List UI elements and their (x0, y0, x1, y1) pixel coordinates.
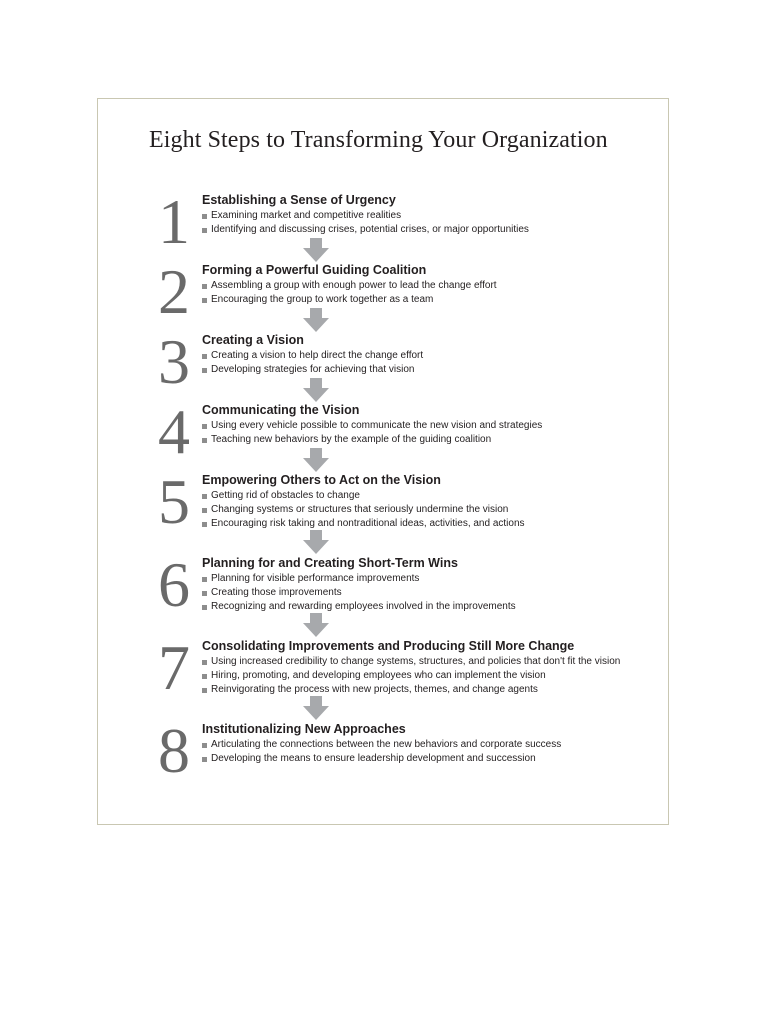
bullet-square-icon (202, 743, 207, 748)
document-frame (97, 98, 669, 825)
bullet-square-icon (202, 284, 207, 289)
bullet-square-icon (202, 674, 207, 679)
step-number: 7 (158, 632, 190, 703)
bullet-square-icon (202, 298, 207, 303)
bullet-square-icon (202, 438, 207, 443)
down-arrow-icon (303, 696, 329, 720)
bullet-text: Reinvigorating the process with new projects, themes, and change agents (211, 684, 538, 695)
bullet-text: Using increased credibility to change systems, structures, and policies that don't fit the vision (211, 656, 621, 667)
bullet-square-icon (202, 757, 207, 762)
bullet-square-icon (202, 368, 207, 373)
down-arrow-icon (303, 308, 329, 332)
bullet-item (202, 738, 561, 752)
step-number: 5 (158, 466, 190, 537)
step-bullets (202, 572, 516, 614)
bullet-text: Planning for visible performance improvements (211, 573, 420, 584)
bullet-square-icon (202, 494, 207, 499)
bullet-text: Articulating the connections between the new behaviors and corporate success (211, 739, 562, 750)
bullet-text: Identifying and discussing crises, potential crises, or major opportunities (211, 224, 529, 235)
bullet-square-icon (202, 214, 207, 219)
bullet-item (202, 209, 529, 223)
step-bullets (202, 738, 561, 766)
step-title: Creating a Vision (202, 333, 304, 347)
bullet-text: Teaching new behaviors by the example of the guiding coalition (211, 434, 492, 445)
step-bullets (202, 279, 497, 307)
bullet-text: Hiring, promoting, and developing employees who can implement the vision (211, 670, 546, 681)
bullet-item (202, 655, 620, 669)
bullet-item (202, 363, 423, 377)
step-number: 4 (158, 396, 190, 467)
step-title: Empowering Others to Act on the Vision (202, 473, 441, 487)
bullet-item (202, 489, 525, 503)
bullet-square-icon (202, 522, 207, 527)
bullet-text: Developing the means to ensure leadership development and succession (211, 753, 536, 764)
bullet-item (202, 600, 516, 614)
bullet-item (202, 683, 620, 697)
bullet-text: Encouraging risk taking and nontraditional ideas, activities, and actions (211, 518, 525, 529)
step-bullets (202, 655, 620, 697)
bullet-item (202, 669, 620, 683)
down-arrow-icon (303, 378, 329, 402)
step-bullets (202, 419, 542, 447)
bullet-text: Changing systems or structures that seriously undermine the vision (211, 504, 509, 515)
step-bullets (202, 349, 423, 377)
bullet-item (202, 349, 423, 363)
bullet-text: Examining market and competitive realities (211, 210, 402, 221)
bullet-item (202, 752, 561, 766)
page-title: Eight Steps to Transforming Your Organization (149, 127, 608, 153)
bullet-text: Developing strategies for achieving that vision (211, 364, 415, 375)
bullet-square-icon (202, 605, 207, 610)
step-title: Communicating the Vision (202, 403, 360, 417)
bullet-text: Recognizing and rewarding employees involved in the improvements (211, 601, 516, 612)
bullet-square-icon (202, 688, 207, 693)
step-number: 1 (158, 186, 190, 257)
bullet-item (202, 503, 525, 517)
bullet-square-icon (202, 577, 207, 582)
bullet-item (202, 223, 529, 237)
step-number: 6 (158, 549, 190, 620)
bullet-item (202, 572, 516, 586)
down-arrow-icon (303, 530, 329, 554)
down-arrow-icon (303, 238, 329, 262)
bullet-text: Encouraging the group to work together as a team (211, 294, 434, 305)
bullet-item (202, 586, 516, 600)
bullet-square-icon (202, 660, 207, 665)
down-arrow-icon (303, 613, 329, 637)
bullet-square-icon (202, 424, 207, 429)
bullet-item (202, 433, 542, 447)
step-number: 8 (158, 715, 190, 786)
step-bullets (202, 209, 529, 237)
bullet-item (202, 279, 497, 293)
bullet-text: Creating those improvements (211, 587, 342, 598)
step-title: Consolidating Improvements and Producing Still More Change (202, 639, 575, 653)
step-title: Establishing a Sense of Urgency (202, 193, 396, 207)
step-number: 3 (158, 326, 190, 397)
step-title: Institutionalizing New Approaches (202, 722, 406, 736)
bullet-item (202, 419, 542, 433)
down-arrow-icon (303, 448, 329, 472)
bullet-square-icon (202, 591, 207, 596)
bullet-text: Assembling a group with enough power to lead the change effort (211, 280, 497, 291)
bullet-square-icon (202, 508, 207, 513)
bullet-square-icon (202, 228, 207, 233)
bullet-item (202, 293, 497, 307)
step-bullets (202, 489, 525, 531)
step-title: Planning for and Creating Short-Term Wins (202, 556, 458, 570)
bullet-item (202, 517, 525, 531)
bullet-square-icon (202, 354, 207, 359)
step-title: Forming a Powerful Guiding Coalition (202, 263, 427, 277)
bullet-text: Using every vehicle possible to communicate the new vision and strategies (211, 420, 543, 431)
step-number: 2 (158, 256, 190, 327)
bullet-text: Creating a vision to help direct the change effort (211, 350, 424, 361)
bullet-text: Getting rid of obstacles to change (211, 490, 360, 501)
